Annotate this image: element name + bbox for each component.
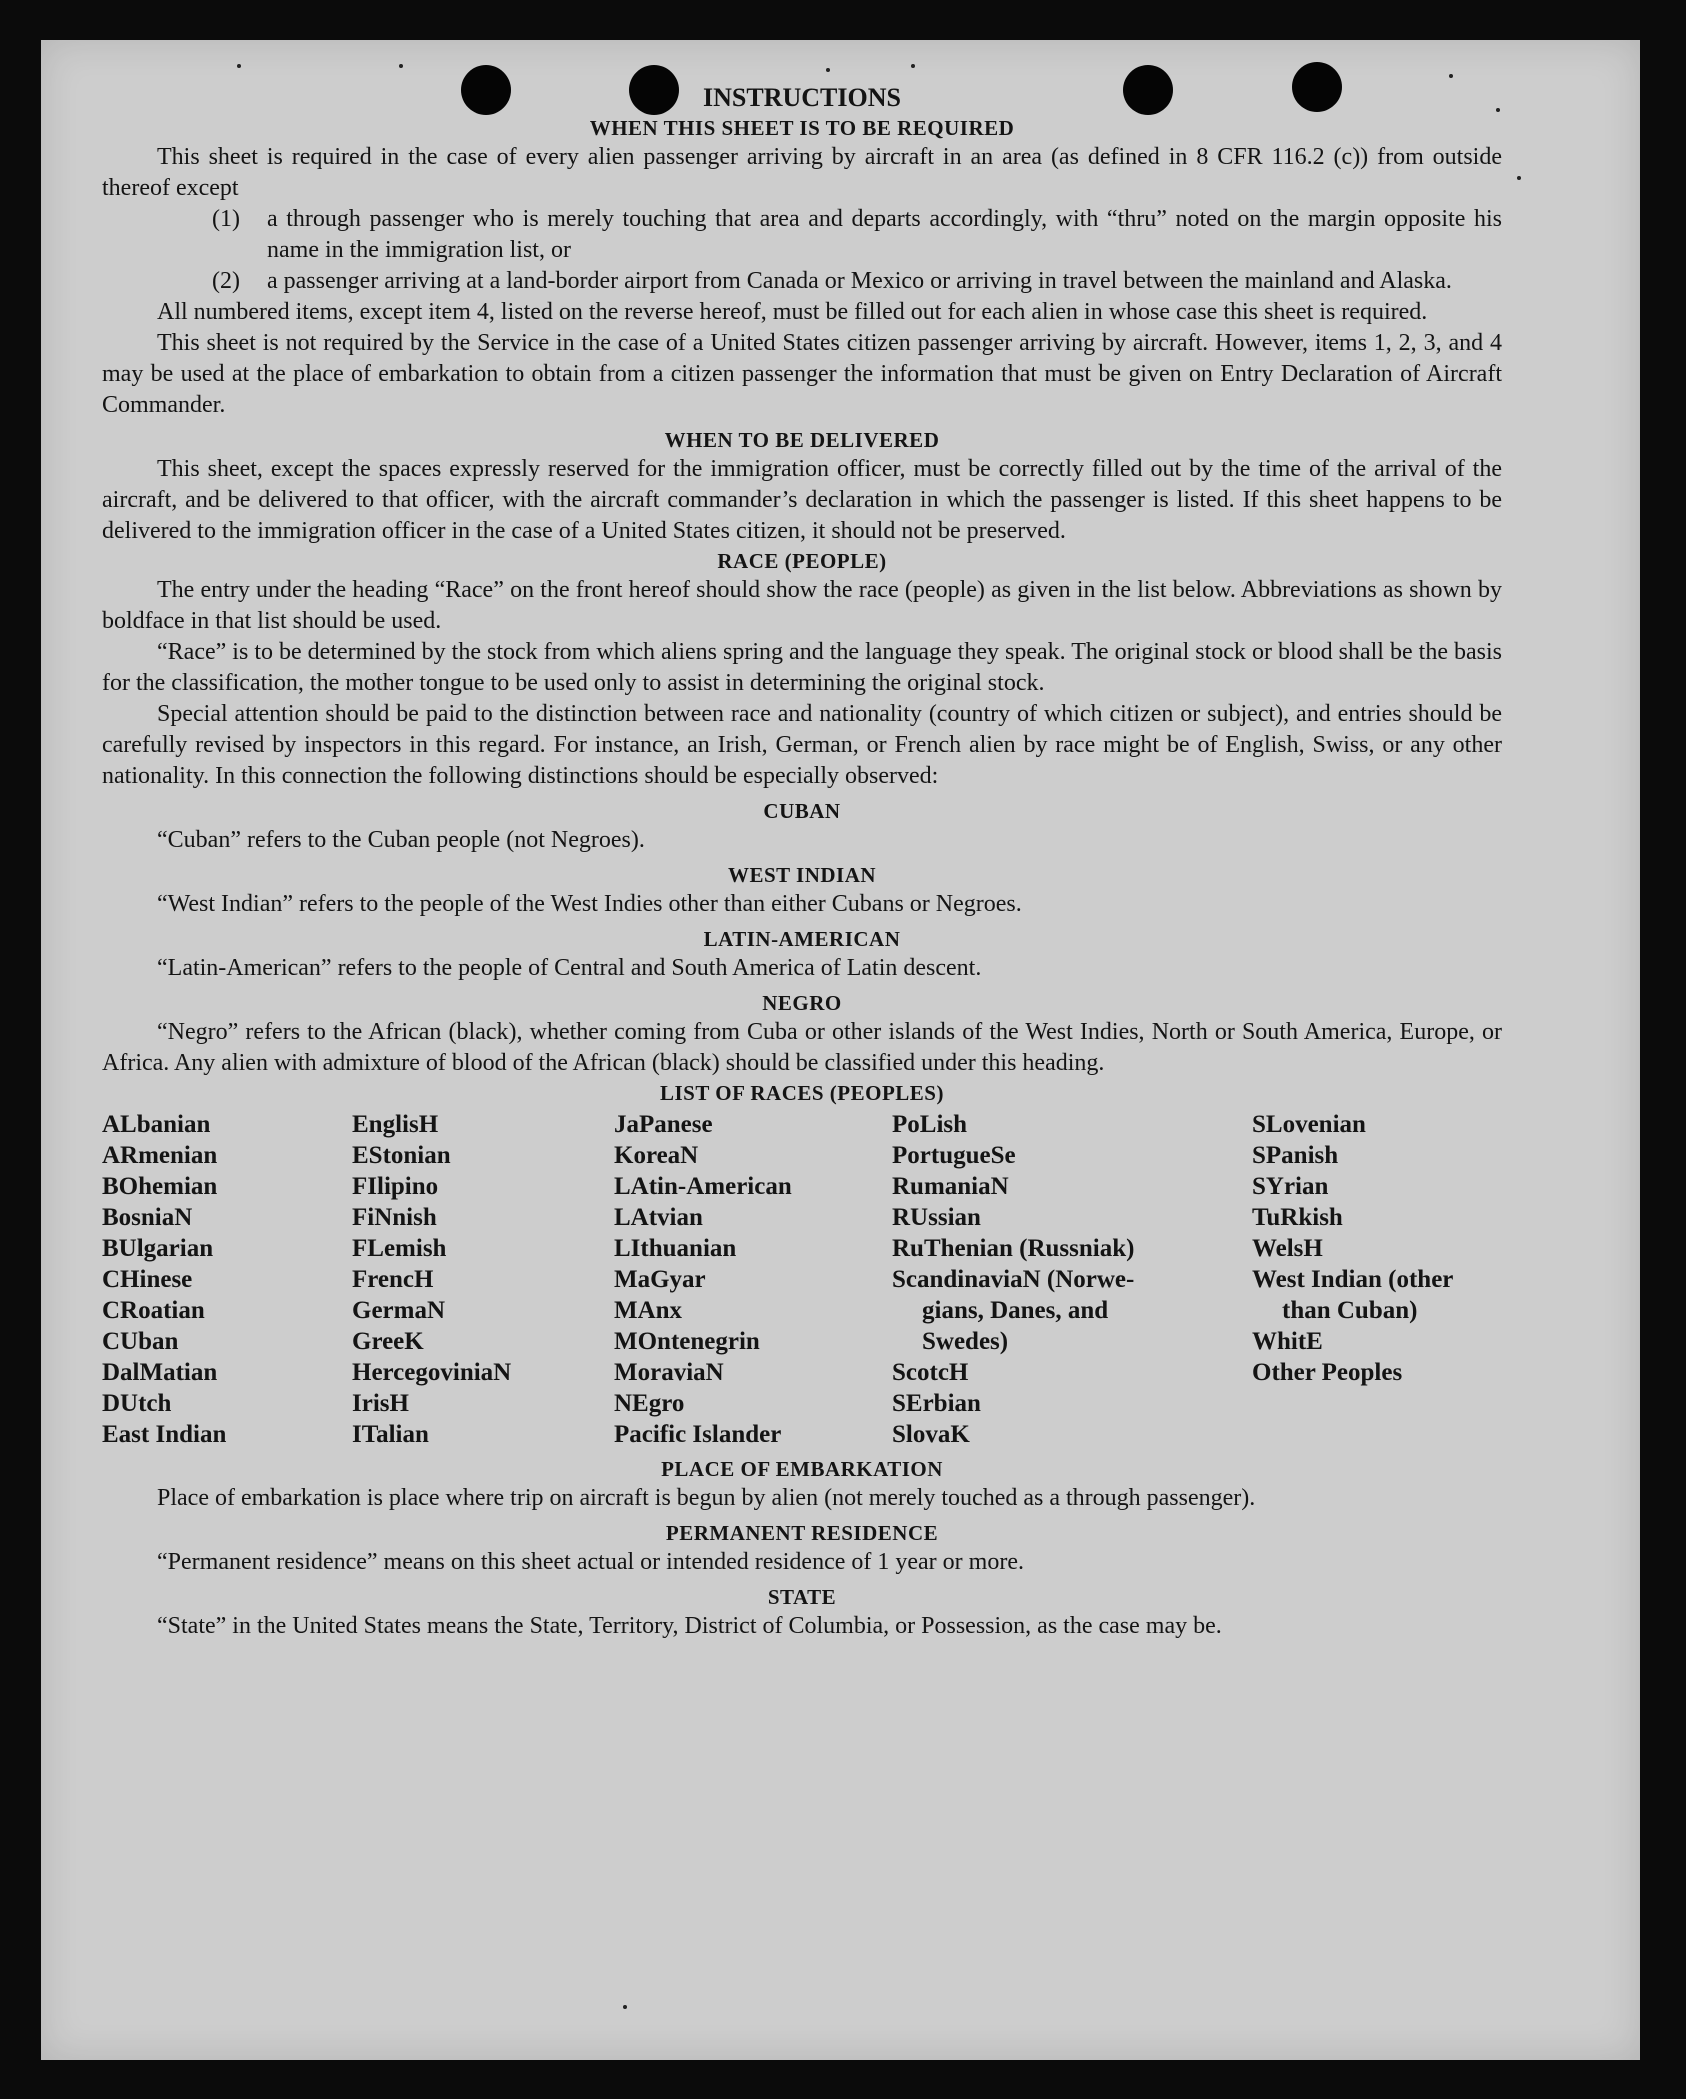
race-entry: West Indian (other xyxy=(1252,1266,1454,1293)
race-entry: MoraviaN xyxy=(614,1359,724,1386)
race-column xyxy=(352,1109,614,1450)
race-entry: PortugueSe xyxy=(892,1142,1016,1169)
heading-when-delivered: WHEN TO BE DELIVERED xyxy=(664,428,940,452)
race-entry: FIlipino xyxy=(352,1173,439,1200)
heading-when-required: WHEN THIS SHEET IS TO BE REQUIRED xyxy=(589,116,1015,140)
instructions-content xyxy=(102,82,1502,1642)
race-entry-continued: gians, Danes, and xyxy=(922,1297,1109,1324)
race-list xyxy=(102,1109,1502,1450)
heading-negro: NEGRO xyxy=(762,991,842,1015)
speck xyxy=(623,2005,627,2009)
race-entry: BUlgarian xyxy=(102,1235,214,1262)
race-entry: CHinese xyxy=(102,1266,193,1293)
race-entry: MAnx xyxy=(614,1297,683,1324)
race-entry: LAtin-American xyxy=(614,1173,792,1200)
paragraph: “Permanent residence” means on this sheet actual or intended residence of 1 year or more. xyxy=(157,1549,1024,1575)
race-entry: GermaN xyxy=(352,1297,446,1324)
race-entry: LIthuanian xyxy=(614,1235,737,1262)
race-entry: HercegoviniaN xyxy=(352,1359,512,1386)
race-entry: FLemish xyxy=(352,1235,447,1262)
race-entry: DUtch xyxy=(102,1390,172,1417)
heading-state: STATE xyxy=(767,1585,837,1609)
numbered-item xyxy=(212,266,1502,297)
race-entry: SPanish xyxy=(1252,1142,1339,1169)
paragraph: All numbered items, except item 4, listed on the reverse hereof, must be filled out for each alien in whose case this sheet is required. xyxy=(157,299,1428,325)
race-entry: RumaniaN xyxy=(892,1173,1009,1200)
race-entry: ITalian xyxy=(352,1421,429,1448)
race-entry: SlovaK xyxy=(892,1421,970,1448)
speck xyxy=(237,64,241,68)
race-column xyxy=(614,1109,892,1450)
race-entry: WelsH xyxy=(1252,1235,1323,1262)
paragraph: “Latin-American” refers to the people of Central and South America of Latin descent. xyxy=(157,955,982,981)
numbered-item xyxy=(212,204,1502,266)
race-entry: EnglisH xyxy=(352,1111,439,1138)
race-entry: JaPanese xyxy=(614,1111,713,1138)
race-entry: DalMatian xyxy=(102,1359,218,1386)
race-entry-continued: Swedes) xyxy=(922,1328,1009,1355)
race-entry: BOhemian xyxy=(102,1173,218,1200)
race-entry: WhitE xyxy=(1252,1328,1323,1355)
paragraph: “State” in the United States means the State, Territory, District of Columbia, or Possession, as the case may be. xyxy=(157,1613,1222,1639)
paragraph: “West Indian” refers to the people of the West Indies other than either Cubans or Negroes. xyxy=(157,891,1022,917)
paragraph: “Negro” refers to the African (black), whether coming from Cuba or other islands of the West Indies, North or South America, Europe, or Africa. Any alien with admixture of blood of the African (black) should be classified under this heading. xyxy=(102,1019,1502,1076)
race-entry: CRoatian xyxy=(102,1297,205,1324)
paragraph: This sheet is required in the case of every alien passenger arriving by aircraft in an area (as defined in 8 CFR 116.2 (c)) from outside thereof except xyxy=(102,144,1502,201)
race-entry: Other Peoples xyxy=(1252,1359,1403,1386)
race-entry: LAtvian xyxy=(614,1204,703,1231)
paragraph: “Cuban” refers to the Cuban people (not Negroes). xyxy=(157,827,645,853)
speck xyxy=(399,64,403,68)
item-text: a through passenger who is merely touching that area and departs accordingly, with “thru” noted on the margin opposite his name in the immigration list, or xyxy=(267,206,1502,263)
heading-latin-american: LATIN-AMERICAN xyxy=(703,927,901,951)
paragraph: Special attention should be paid to the distinction between race and nationality (country of which citizen or subject), and entries should be carefully revised by inspectors in this regard. For instance, an Irish, German, or French alien by race might be of English, Swiss, or any other nationality. In this connection the following distinctions should be especially observed: xyxy=(102,701,1502,789)
paragraph: This sheet, except the spaces expressly reserved for the immigration officer, must be correctly filled out by the time of the arrival of the aircraft, and be delivered to that officer, with the aircraft commander’s declaration in which the passenger is listed. If this sheet happens to be delivered to the immigration officer in the case of a United States citizen, it should not be preserved. xyxy=(102,456,1502,544)
race-column xyxy=(1252,1109,1502,1450)
race-entry: ARmenian xyxy=(102,1142,218,1169)
race-column xyxy=(102,1109,352,1450)
race-entry: East Indian xyxy=(102,1421,227,1448)
race-entry: TuRkish xyxy=(1252,1204,1343,1231)
race-entry: GreeK xyxy=(352,1328,424,1355)
race-entry: ScotcH xyxy=(892,1359,969,1386)
heading-place-of-embarkation: PLACE OF EMBARKATION xyxy=(661,1457,943,1481)
race-entry: FrencH xyxy=(352,1266,434,1293)
race-entry: SLovenian xyxy=(1252,1111,1366,1138)
race-entry: BosniaN xyxy=(102,1204,193,1231)
heading-permanent-residence: PERMANENT RESIDENCE xyxy=(665,1521,939,1545)
page-title: INSTRUCTIONS xyxy=(703,83,901,112)
race-entry: EStonian xyxy=(352,1142,451,1169)
race-entry: Pacific Islander xyxy=(614,1421,782,1448)
item-number: (2) xyxy=(212,268,240,294)
race-entry: NEgro xyxy=(614,1390,685,1417)
heading-cuban: CUBAN xyxy=(763,799,841,823)
paragraph: This sheet is not required by the Service in the case of a United States citizen passenger arriving by aircraft. However, items 1, 2, 3, and 4 may be used at the place of embarkation to obtain from a citizen passenger the information that must be given on Entry Declaration of Aircraft Commander. xyxy=(102,330,1502,418)
race-entry: MaGyar xyxy=(614,1266,706,1293)
race-entry: SYrian xyxy=(1252,1173,1329,1200)
race-entry: MOntenegrin xyxy=(614,1328,760,1355)
race-entry-continued: than Cuban) xyxy=(1282,1297,1418,1324)
speck xyxy=(911,64,915,68)
speck xyxy=(1517,176,1521,180)
race-entry: SErbian xyxy=(892,1390,981,1417)
speck xyxy=(826,68,830,72)
race-entry: RUssian xyxy=(892,1204,981,1231)
race-column xyxy=(892,1109,1252,1450)
speck xyxy=(1449,74,1453,78)
paragraph: “Race” is to be determined by the stock from which aliens spring and the language they speak. The original stock or blood shall be the basis for the classification, the mother tongue to be used only to assist in determining the original stock. xyxy=(102,639,1502,696)
item-text: a passenger arriving at a land-border airport from Canada or Mexico or arriving in travel between the mainland and Alaska. xyxy=(267,268,1452,294)
race-entry: RuThenian (Russniak) xyxy=(892,1235,1135,1262)
race-entry: KoreaN xyxy=(614,1142,699,1169)
race-entry: FiNnish xyxy=(352,1204,437,1231)
heading-west-indian: WEST INDIAN xyxy=(727,863,877,887)
paragraph: Place of embarkation is place where trip on aircraft is begun by alien (not merely touched as a through passenger). xyxy=(157,1485,1256,1511)
race-entry: IrisH xyxy=(352,1390,409,1417)
heading-list-of-races: LIST OF RACES (PEOPLES) xyxy=(660,1081,944,1105)
race-entry: ScandinaviaN (Norwe- xyxy=(892,1266,1135,1293)
heading-race: RACE (PEOPLE) xyxy=(717,549,887,573)
paragraph: The entry under the heading “Race” on the front hereof should show the race (people) as given in the list below. Abbreviations as shown by boldface in that list should be used. xyxy=(102,577,1502,634)
race-entry: ALbanian xyxy=(102,1111,211,1138)
item-number: (1) xyxy=(212,206,240,232)
race-entry: CUban xyxy=(102,1328,179,1355)
race-entry: PoLish xyxy=(892,1111,968,1138)
